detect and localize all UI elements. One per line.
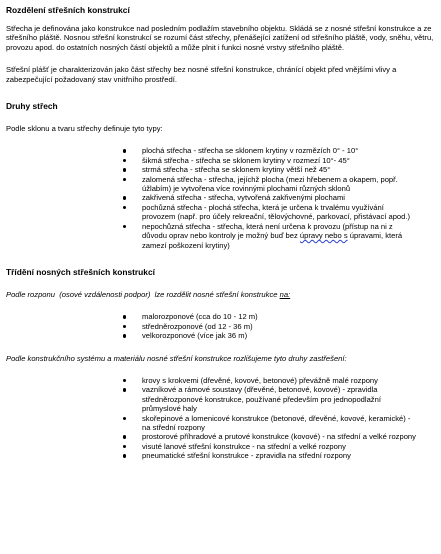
bullet-icon <box>123 334 126 337</box>
bullet-icon <box>123 149 126 152</box>
bullet-icon <box>123 206 126 209</box>
list-item: zakřivená střecha - střecha, vytvořená zakřivenými plochami <box>6 193 436 202</box>
span-types-list <box>6 312 436 340</box>
paragraph-system-intro: Podle konstrukčního systému a materiálu nosné střešní konstrukce rozlišujeme tyto druhy zastřešení: <box>6 353 347 363</box>
list-item: středněrozponové (od 12 - 36 m) <box>6 322 436 331</box>
document-page <box>6 5 436 461</box>
list-item: nepochůzná střecha - střecha, která není určena k provozu (přístup na ni z důvodu oprav nebo kontroly je možný buď bez úpravy nebo s úpravami, která zamezí poškození krytiny) <box>6 222 436 250</box>
list-item: malorozponové (cca do 10 - 12 m) <box>6 312 436 321</box>
roof-types-list <box>6 146 436 249</box>
bullet-icon <box>123 315 126 318</box>
list-item: skořepinové a lomenicové konstrukce (betonové, dřevěné, kovové, keramické) - na střední rozpony <box>6 414 436 433</box>
list-item: plochá střecha - střecha se sklonem krytiny v rozmězích 0° - 10° <box>6 146 436 155</box>
paragraph-roof-definition: Střecha je definována jako konstrukce nad posledním podlažím stavebního objektu. Skládá se z nosné střešní konstrukce a ze střešního pláště. Nosnou střešní konstrukcí se rozumí část střechy, přenášející zatížení od střešního pláště, vody, sněhu, větru, provozu apod. do ostatních nosných částí objektů a může plnit i funkci nosné vrstvy střešního pláště. <box>6 24 434 52</box>
bullet-icon <box>123 445 126 448</box>
list-item: vazníkové a rámové soustavy (dřevěné, betonové, kovové) - zpravidla středněrozponové konstrukce, používané především pro jednopodlažní průmyslové haly <box>6 385 436 413</box>
bullet-icon <box>123 435 126 438</box>
list-item: prostorové příhradové a prutové konstrukce (kovové) - na střední a velké rozpony <box>6 432 436 441</box>
list-item: strmá střecha - střecha se sklonem krytiny větší než 45° <box>6 165 436 174</box>
bullet-icon <box>123 168 126 171</box>
bullet-icon <box>123 454 126 457</box>
bullet-icon <box>123 379 126 382</box>
bullet-icon <box>123 417 126 420</box>
section-title-roof-division: Rozdělení střešních konstrukcí <box>6 5 130 15</box>
list-item: pneumatické střešní konstrukce - zpravidla na střední rozpony <box>6 451 436 460</box>
list-item: šikmá střecha - střecha se sklonem krytiny v rozmezí 10°- 45° <box>6 156 436 165</box>
paragraph-span-intro: Podle rozponu (osové vzdálenosti podpor) lze rozdělit nosné střešní konstrukce na: <box>6 289 291 299</box>
paragraph-roof-types-intro: Podle sklonu a tvaru střechy definuje tyto typy: <box>6 124 163 134</box>
section-title-roof-types: Druhy střech <box>6 101 58 112</box>
list-item: krovy s krokvemi (dřevěné, kovové, betonové) převážně malé rozpony <box>6 376 436 385</box>
spellcheck-marked-text: úpravy nebo s <box>299 231 348 241</box>
section-title-load-bearing: Třídění nosných střešních konstrukcí <box>6 266 155 277</box>
list-item: zalomená střecha - střecha, jejíchž plocha (mezi hřebenem a okapem, popř. úžlabím) je vytvořena více rovinnými plochami různých sklonů <box>6 175 436 194</box>
paragraph-roof-skin: Střešní plášť je charakterizován jako část střechy bez nosné střešní konstrukce, chránící objekt před vnějšími vlivy a zabezpečující požadovaný stav vnitřního prostředí. <box>6 65 397 84</box>
bullet-icon <box>123 388 126 391</box>
bullet-icon <box>123 196 126 199</box>
bullet-icon <box>123 159 126 162</box>
structure-types-list <box>6 376 436 461</box>
list-item: velkorozponové (více jak 36 m) <box>6 331 436 340</box>
list-item: pochůzná střecha - plochá střecha, která je určena k trvalému využívání provozem (např. pro účely rekreační, tělovýchovné, parkovací, přistávací apod.) <box>6 203 436 222</box>
bullet-icon <box>123 325 126 328</box>
bullet-icon <box>123 178 126 181</box>
list-item: visuté lanové střešní konstrukce - na střední a velké rozpony <box>6 442 436 451</box>
bullet-icon <box>123 225 126 228</box>
